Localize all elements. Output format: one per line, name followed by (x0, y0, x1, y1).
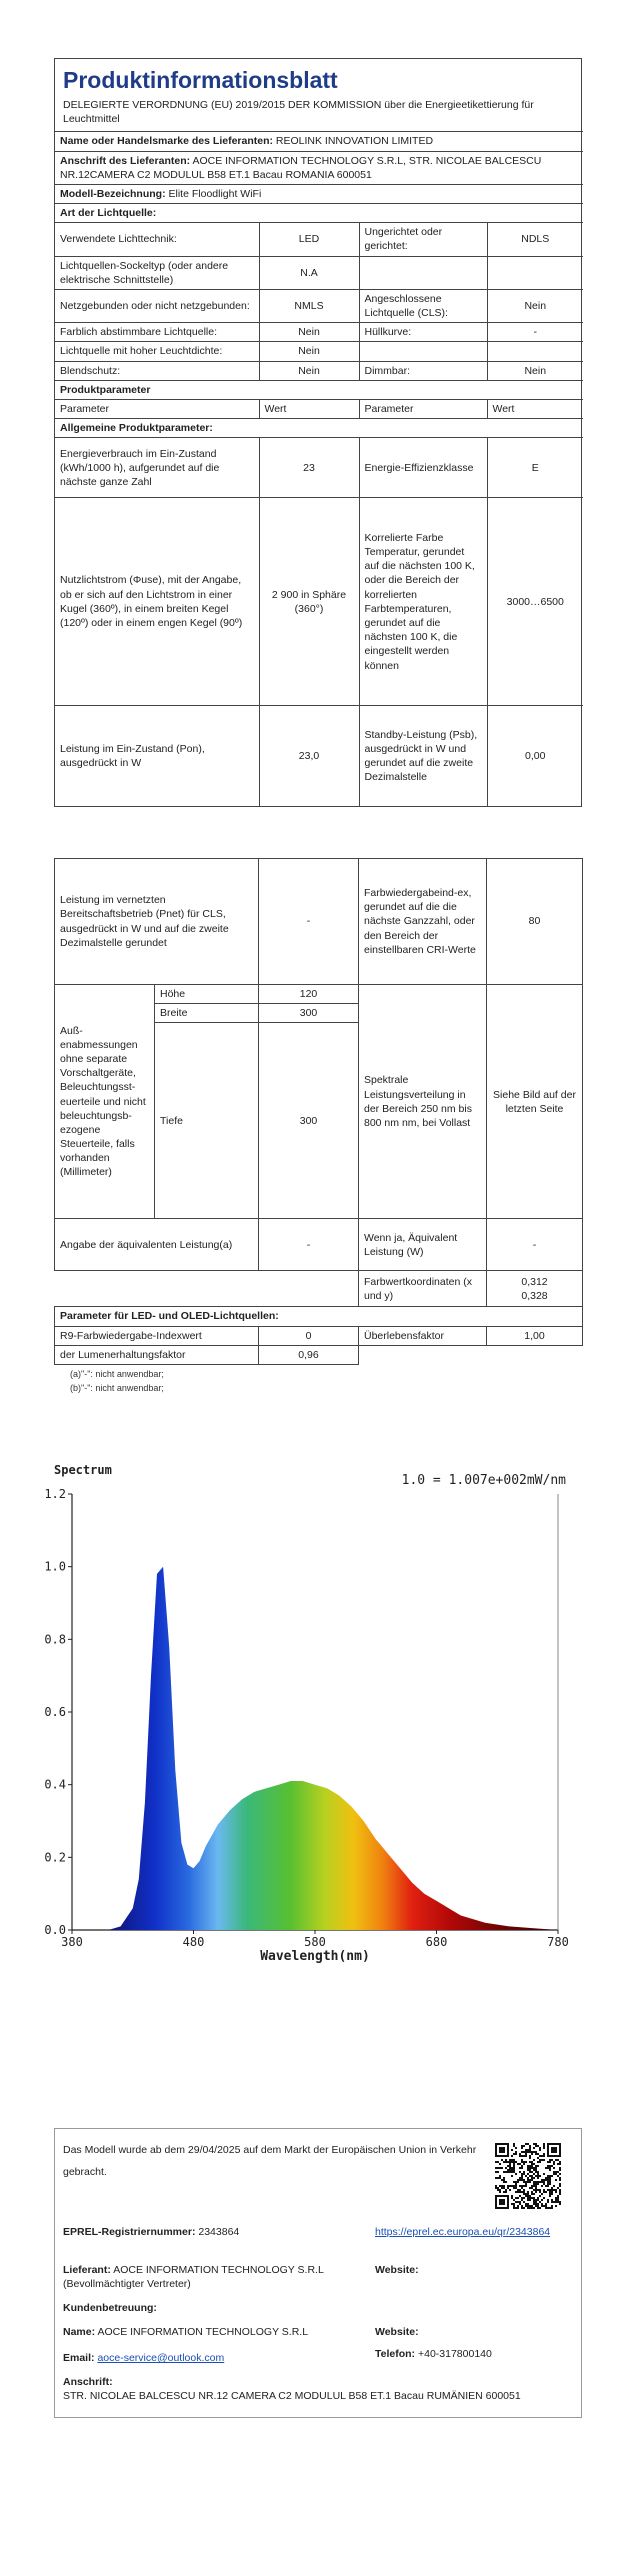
registry-info (54, 2128, 582, 2418)
table-row: Verwendete Lichttechnik: LED Ungerichtet oder gerichtet: NDLS (55, 223, 583, 256)
params-table-2 (54, 858, 583, 1365)
footnote-b: (b)"-": nicht anwendbar; (70, 1382, 164, 1393)
x-tick-label: 580 (304, 1935, 326, 1949)
model-row: Modell-Bezeichnung: Elite Floodlight WiFi (55, 184, 583, 203)
chart-title: Spectrum (54, 1463, 112, 1477)
table-row: Lichtquellen-Sockeltyp (oder andere elektrische Schnittstelle) N.A (55, 256, 583, 289)
eprel-number: EPREL-Registriernummer: 2343864 (63, 2226, 240, 2238)
spectrum-chart (44, 1462, 582, 1972)
x-tick-label: 780 (547, 1935, 569, 1949)
table-row: Breite 300 (55, 1004, 583, 1023)
regulation-text: DELEGIERTE VERORDNUNG (EU) 2019/2015 DER KOMMISSION über die Energieetikettierung für Leuchtmittel (63, 99, 534, 126)
table-row: Angabe der äquivalenten Leistung(a) - Wenn ja, Äquivalent Leistung (W) - (55, 1219, 583, 1271)
product-params-continued (54, 858, 582, 1365)
y-tick-label: 0.6 (44, 1705, 66, 1719)
led-params-heading: Parameter für LED- und OLED-Lichtquellen: (55, 1307, 583, 1326)
x-tick-label: 380 (61, 1935, 83, 1949)
general-params-heading: Allgemeine Produktparameter: (55, 419, 583, 438)
y-tick-label: 0.4 (44, 1777, 66, 1792)
supplier-info: Lieferant: AOCE INFORMATION TECHNOLOGY S.R.L (Bevollmächtigter Vertreter) (63, 2264, 324, 2291)
table-row: R9-Farbwiedergabe-Indexwert 0 Überlebensfaktor 1,00 (55, 1326, 583, 1345)
spectrum-area (72, 1567, 558, 1930)
table-row: Nutzlichtstrom (Φuse), mit der Angabe, ob er sich auf den Lichtstrom in einer Kugel (360º), in einem breiten Kegel (120º) oder in einem engen Kegel (90º) 2 900 in Sphäre (360°) Korrelierte Farbe Temperatur, gerundet auf die nächsten 100 K, oder die Bereich der korrelierten Farbtemperaturen, gerundet auf die nächsten 100 K, die eingestellt werden können 3000…6500 (55, 498, 583, 706)
table-row: Lichtquelle mit hoher Leuchtdichte: Nein (55, 342, 583, 361)
table-row: Tiefe 300 (55, 1023, 583, 1219)
supplier-name-row: Name oder Handelsmarke des Lieferanten: REOLINK INNOVATION LIMITED (55, 132, 583, 151)
table-row: Blendschutz: Nein Dimmbar: Nein (55, 361, 583, 380)
eprel-link[interactable]: https://eprel.ec.europa.eu/qr/2343864 (375, 2226, 551, 2238)
footnotes (70, 1368, 164, 1395)
product-info-sheet (54, 58, 582, 807)
service-name: Name: AOCE INFORMATION TECHNOLOGY S.R.L (63, 2326, 309, 2338)
table-row: Energieverbrauch im Ein-Zustand (kWh/1000 h), aufgerundet auf die nächste ganze Zahl 23 Energie-Effizienzklasse E (55, 438, 583, 498)
chart-annotation: 1.0 = 1.007e+002mW/nm (401, 1473, 566, 1488)
y-tick-label: 0.0 (44, 1923, 66, 1937)
spectrum-svg (44, 1462, 582, 1972)
table-row: Auß-enabmessungen ohne separate Vorschaltgeräte, Beleuchtungsst-euerteile und nicht beleuchtungsb-ezogene Steuerteile, falls vorhanden (Millimeter) Höhe 120 Spektrale Leistungsverteilung in der Bereich 250 nm bis 800 nm nm, bei Vollast Siehe Bild auf der letzten Seite (55, 985, 583, 1004)
website-label-1: Website: (375, 2264, 419, 2276)
qr-code-icon[interactable] (495, 2143, 561, 2209)
light-source-heading: Art der Lichtquelle: (55, 204, 583, 223)
y-tick-label: 0.2 (44, 1850, 66, 1865)
table-row: Leistung im vernetzten Bereitschaftsbetrieb (Pnet) für CLS, ausgedrückt in W und auf die zweite Dezimalstelle gerundet - Farbwiedergabeind-ex, gerundet auf die die nächste Ganzzahl, oder den Bereich der einstellbaren CRI-Werte 80 (55, 859, 583, 985)
service-phone: Telefon: +40-317800140 (375, 2348, 492, 2360)
table-header-row: Parameter Wert Parameter Wert (55, 399, 583, 418)
y-tick-label: 1.0 (44, 1559, 66, 1574)
supplier-address-row: Anschrift des Lieferanten: AOCE INFORMATION TECHNOLOGY S.R.L, STR. NICOLAE BALCESCU NR.12CAMERA C2 MODULUL B58 ET.1 Bacau ROMANIA 600051 (55, 151, 583, 184)
x-tick-label: 680 (425, 1935, 448, 1949)
y-tick-label: 1.2 (44, 1487, 66, 1501)
customer-service-label: Kundenbetreuung: (63, 2302, 157, 2314)
y-tick-label: 0.8 (44, 1632, 66, 1647)
footnote-a: (a)"-": nicht anwendbar; (70, 1369, 164, 1379)
table-row: Farbwertkoordinaten (x und y) 0,312 0,328 (55, 1271, 583, 1307)
x-tick-label: 480 (182, 1935, 205, 1949)
table-row: Farblich abstimmbare Lichtquelle: Nein Hüllkurve: - (55, 323, 583, 342)
table-row: Leistung im Ein-Zustand (Pon), ausgedrückt in W 23,0 Standby-Leistung (Psb), ausgedrückt in W und gerundet auf die zweite Dezimalstelle 0,00 (55, 706, 583, 806)
website-label-2: Website: (375, 2326, 419, 2338)
product-table (55, 131, 583, 805)
email-link[interactable]: aoce-service@outlook.com (97, 2352, 225, 2364)
service-email: Email: aoce-service@outlook.com (63, 2352, 225, 2364)
table-row: der Lumenerhaltungsfaktor 0,96 (55, 1345, 583, 1364)
market-date-text: Das Modell wurde ab dem 29/04/2025 auf dem Markt der Europäischen Union in Verkehr gebracht. (63, 2144, 477, 2179)
params-heading: Produktparameter (55, 380, 583, 399)
table-row: Netzgebunden oder nicht netzgebunden: NMLS Angeschlossene Lichtquelle (CLS): Nein (55, 289, 583, 322)
page-title: Produktinformationsblatt (63, 67, 338, 93)
service-address: Anschrift: STR. NICOLAE BALCESCU NR.12 CAMERA C2 MODULUL B58 ET.1 Bacau RUMÄNIEN 600051 (63, 2376, 521, 2403)
x-axis-label: Wavelength(nm) (260, 1949, 370, 1964)
